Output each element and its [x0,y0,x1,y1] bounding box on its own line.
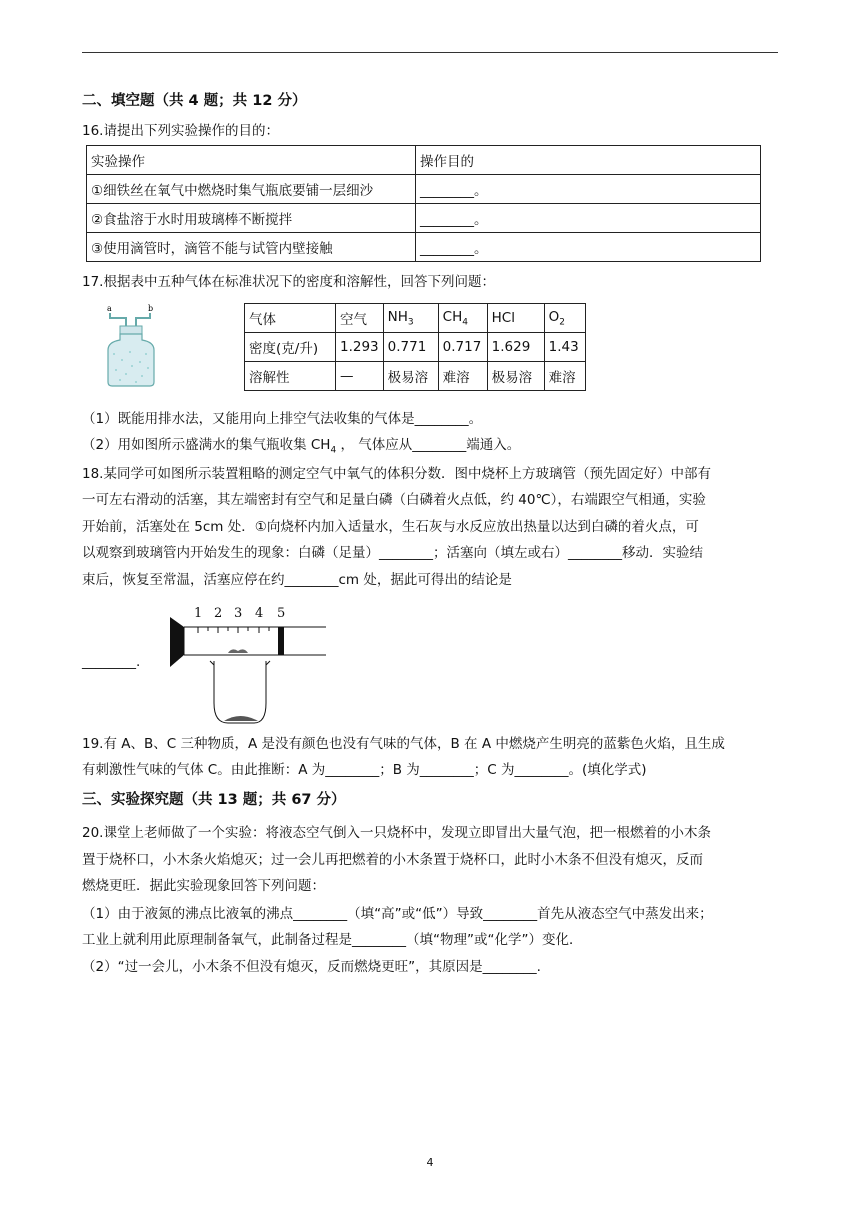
cell: 难溶 [438,362,487,391]
cell: 1.43 [544,333,585,362]
cell: 溶解性 [245,362,336,391]
q18-line1: 18.某同学可如图所示装置粗略的测定空气中氧气的体积分数．图中烧杯上方玻璃管（预先固定好）中部有 [82,466,711,482]
cell: 1.293 [336,333,384,362]
q19-line1: 19.有 A、B、C 三种物质，A 是没有颜色也没有气味的气体，B 在 A 中燃烧产生明亮的蓝紫色火焰，且生成 [82,736,725,752]
q20-line5: 工业上就利用此原理制备氧气，此制备过程是________（填“物理”或“化学”）变化． [82,932,583,948]
q20-line3: 燃烧更旺．据此实验现象回答下列问题： [82,878,325,894]
q16-stem: 16.请提出下列实验操作的目的： [82,123,279,139]
purpose-blank: ________。 [416,233,761,262]
table-header-row [87,146,761,175]
q20-line6: （2）“过一会儿，小木条不但没有熄灭，反而燃烧更旺”，其原因是________. [82,959,541,975]
gas-collecting-bottle-figure [98,302,164,388]
q17-stem: 17.根据表中五种气体在标准状况下的密度和溶解性，回答下列问题： [82,274,495,290]
table-row [245,362,586,391]
cell: $NH_3$ [383,304,438,333]
cell: HCl [487,304,544,333]
cell: $CH_4$ [438,304,487,333]
table-row [87,175,761,204]
q20-line1: 20.课堂上老师做了一个实验：将液态空气倒入一只烧杯中，发现立即冒出大量气泡，把一根燃着的小木条 [82,825,711,841]
port-label-b: b [148,304,154,313]
q17-gas-table [244,303,586,391]
operation-cell: ③使用滴管时，滴管不能与试管内壁接触 [87,233,416,262]
port-label-a: a [107,304,112,313]
section-heading-fill-blank: 二、填空题（共 4 题；共 12 分） [82,93,307,109]
cell: 1.629 [487,333,544,362]
scale-label-1: 1 [194,606,203,621]
header-rule [82,52,778,53]
q16-table [86,145,761,262]
q20-line2: 置于烧杯口，小木条火焰熄灭；过一会儿再把燃着的小木条置于烧杯口，此时小木条不但没有熄灭，反而 [82,852,703,868]
q17-part2: （2）用如图所示盛满水的集气瓶收集 $CH_4$ ， 气体应从________端通入。 [82,437,521,456]
cell: 空气 [336,304,384,333]
q19-line2: 有刺激性气味的气体 C。由此推断：A 为________；B 为________；C 为________。(填化学式) [82,762,647,778]
cell: — [336,362,384,391]
scale-label-4: 4 [255,606,264,621]
q18-line2: 一可左右滑动的活塞，其左端密封有空气和足量白磷（白磷着火点低，约 40℃），右端跟空气相通，实验 [82,492,706,508]
cell: 密度(克/升) [245,333,336,362]
cell: 极易溶 [383,362,438,391]
section-heading-experiment: 三、实验探究题（共 13 题；共 67 分） [82,792,346,808]
operation-cell: ②食盐溶于水时用玻璃棒不断搅拌 [87,204,416,233]
scale-label-2: 2 [214,606,223,621]
q17-part1: （1）既能用排水法，又能用向上排空气法收集的气体是________。 [82,411,483,427]
table-row [245,333,586,362]
cell: 难溶 [544,362,585,391]
cell: 极易溶 [487,362,544,391]
cell: $O_2$ [544,304,585,333]
q18-line4: 以观察到玻璃管内开始发生的现象：白磷（足量）________；活塞向（填左或右）________移动．实验结 [82,545,703,561]
table-row [245,304,586,333]
table-row [87,233,761,262]
col-header-operation: 实验操作 [87,146,416,175]
page-number: 4 [426,1156,434,1169]
cell: 0.717 [438,333,487,362]
q18-line5: 束后，恢复至常温，活塞应停在约________cm 处，据此可得出的结论是 [82,572,512,588]
scale-label-5: 5 [277,606,286,621]
cell: 0.771 [383,333,438,362]
q20-line4: （1）由于液氮的沸点比液氧的沸点________（填“高”或“低”）导致________首先从液态空气中蒸发出来； [82,906,713,922]
purpose-blank: ________。 [416,204,761,233]
scale-label-3: 3 [234,606,243,621]
cell: 气体 [245,304,336,333]
purpose-blank: ________。 [416,175,761,204]
table-row [87,204,761,233]
operation-cell: ①细铁丝在氧气中燃烧时集气瓶底要铺一层细沙 [87,175,416,204]
col-header-purpose: 操作目的 [416,146,761,175]
q18-line6: ________. [82,654,141,670]
q18-line3: 开始前，活塞处在 5cm 处．①向烧杯内加入适量水，生石灰与水反应放出热量以达到白磷的着火点，可 [82,519,699,535]
